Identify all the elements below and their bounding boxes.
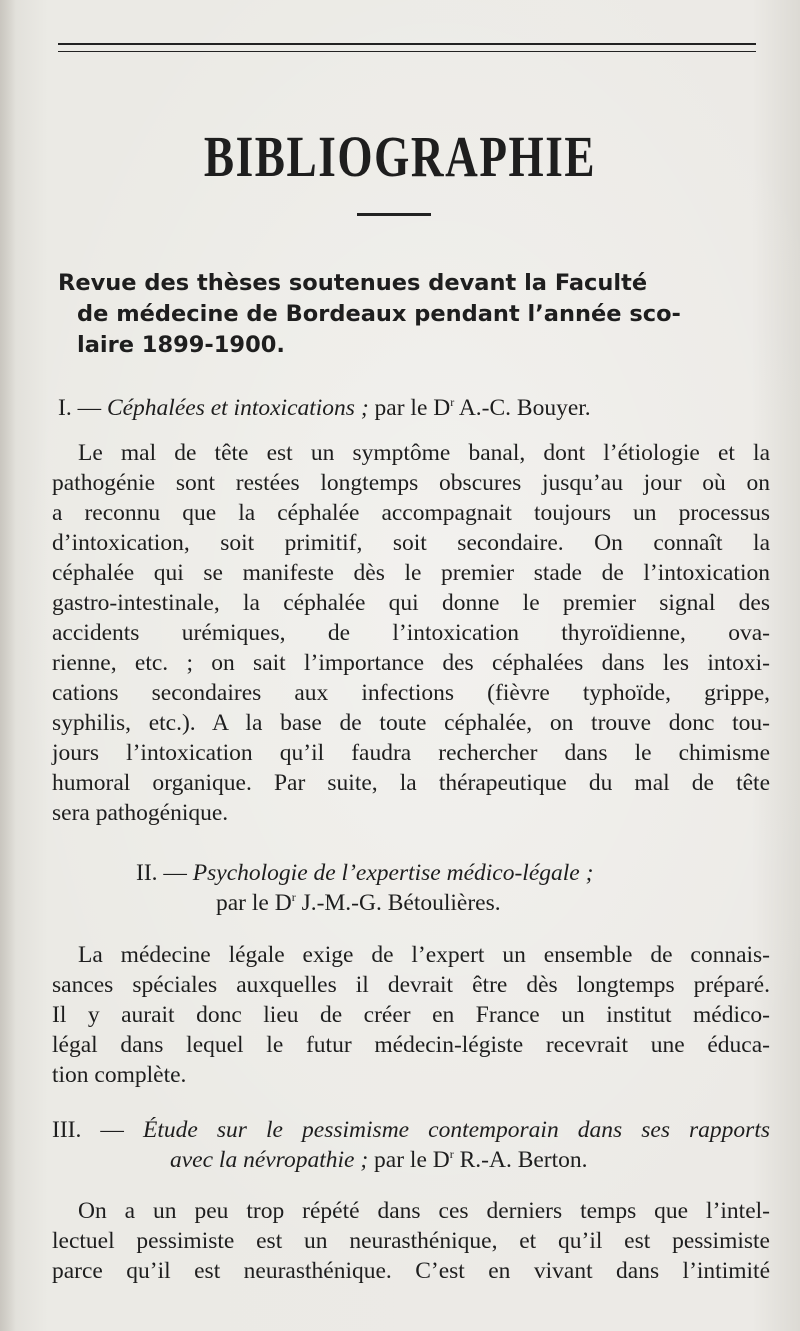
body-line: céphalée qui se manifeste dès le premier stade de l’intoxication: [52, 560, 770, 586]
section-2-byline: [216, 888, 501, 918]
body-line: humoral organique. Par suite, la thérapeutique du mal de tête: [52, 770, 770, 796]
body-line: rienne, etc. ; on sait l’importance des céphalées dans les intoxi-: [52, 650, 770, 676]
body-line: sera pathogénique.: [52, 800, 229, 826]
top-rule: [58, 43, 756, 45]
section-3-author: R.-A. Berton.: [459, 1147, 588, 1173]
heading-line: laire 1899-1900.: [77, 332, 285, 358]
body-line: cations secondaires aux infections (fièvre typhoïde, grippe,: [52, 680, 770, 706]
heading-line: Revue des thèses soutenues devant la Faculté: [58, 270, 648, 296]
body-line: accidents urémiques, de l’intoxication thyroïdienne, ova-: [52, 620, 770, 646]
section-3-title: [52, 1115, 770, 1145]
body-line: Il y aurait donc lieu de créer en France un institut médico-: [52, 1002, 770, 1028]
section-2-author: J.-M.-G. Bétoulières.: [301, 890, 501, 916]
section-1-number: I. —: [58, 395, 102, 421]
body-line: d’intoxication, soit primitif, soit secondaire. On connaît la: [52, 530, 770, 556]
section-3-subject: Étude sur le pessimisme contemporain dans ses rapports: [143, 1117, 771, 1143]
section-2-sup: r: [291, 890, 296, 904]
title-underline: [357, 213, 431, 216]
section-2-subject: Psychologie de l’expertise médico-légale ;: [192, 860, 594, 886]
heading-line: de médecine de Bordeaux pendant l’année sco-: [77, 301, 681, 327]
body-line: légal dans lequel le futur médecin-légiste recevrait une éduca-: [52, 1032, 770, 1058]
section-2-by: par le D: [216, 890, 292, 916]
section-1-title: [58, 393, 591, 423]
page-title: BIBLIOGRAPHIE: [203, 124, 597, 189]
body-line: La médecine légale exige de l’expert un ensemble de connais-: [78, 942, 770, 968]
body-line: lectuel pessimiste est un neurasthénique, et qu’il est pessimiste: [52, 1228, 770, 1254]
section-3-sup: r: [449, 1147, 454, 1161]
body-line: On a un peu trop répété dans ces derniers temps que l’intel-: [78, 1198, 770, 1224]
section-1-by: par le D: [374, 395, 451, 421]
section-2-number: II. —: [136, 860, 187, 886]
section-3-title-cont: [170, 1145, 588, 1175]
body-line: parce qu’il est neurasthénique. C’est en vivant dans l’intimité: [52, 1258, 770, 1284]
section-3-by: par le D: [374, 1147, 450, 1173]
body-line: syphilis, etc.). A la base de toute céphalée, on trouve donc tou-: [52, 710, 770, 736]
section-2-title: [136, 858, 593, 888]
section-1-subject: Céphalées et intoxications ;: [106, 395, 369, 421]
section-3-subject-cont: avec la névropathie ;: [170, 1147, 369, 1173]
section-heading: [58, 268, 758, 361]
body-line: gastro-intestinale, la céphalée qui donne le premier signal des: [52, 590, 770, 616]
section-1-sup: r: [450, 395, 455, 409]
body-line: tion complète.: [52, 1062, 187, 1088]
body-line: jours l’intoxication qu’il faudra rechercher dans le chimisme: [52, 740, 770, 766]
body-line: a reconnu que la céphalée accompagnait toujours un processus: [52, 500, 770, 526]
top-rule-thin: [58, 51, 756, 52]
body-line: pathogénie sont restées longtemps obscures jusqu’au jour où on: [52, 470, 770, 496]
body-line: sances spéciales auxquelles il devrait être dès longtemps préparé.: [52, 972, 770, 998]
body-line: Le mal de tête est un symptôme banal, dont l’étiologie et la: [78, 440, 770, 466]
section-1-author: A.-C. Bouyer.: [458, 395, 591, 421]
page-gutter-shadow: [0, 0, 16, 1331]
section-3-number: III. —: [52, 1117, 124, 1143]
